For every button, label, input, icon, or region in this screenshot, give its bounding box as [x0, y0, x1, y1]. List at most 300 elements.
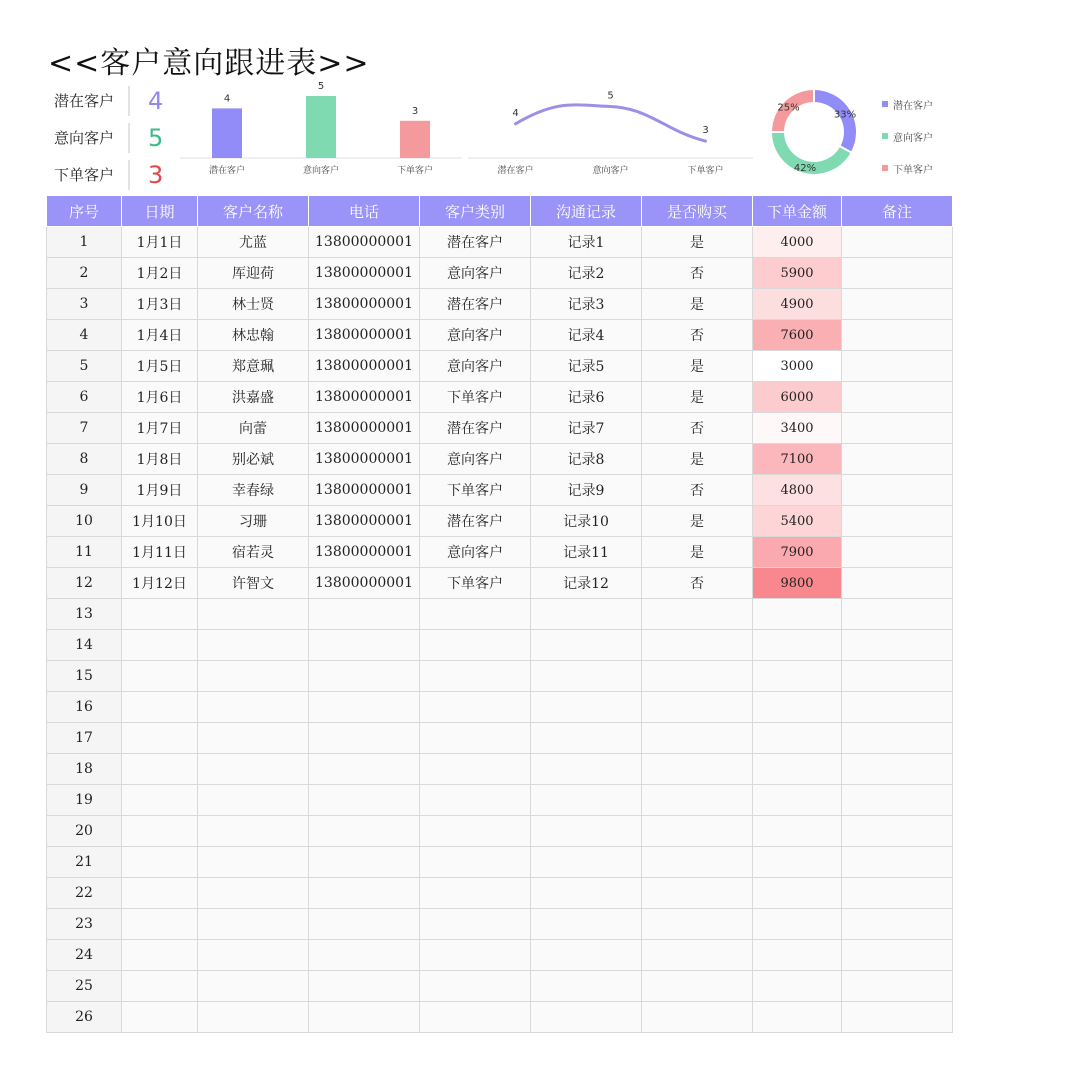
table-cell[interactable]: 4900 — [753, 289, 842, 320]
table-row — [47, 909, 953, 940]
table-cell[interactable]: 下单客户 — [420, 475, 531, 506]
table-cell[interactable]: 9 — [47, 475, 122, 506]
table-cell[interactable] — [420, 847, 531, 878]
table-cell[interactable] — [122, 878, 198, 909]
table-cell[interactable] — [198, 630, 309, 661]
table-row — [47, 382, 953, 413]
table-cell[interactable] — [642, 816, 753, 847]
table-cell[interactable] — [420, 971, 531, 1002]
table-cell[interactable]: 是 — [642, 289, 753, 320]
table-cell[interactable]: 18 — [47, 754, 122, 785]
table-cell[interactable] — [753, 909, 842, 940]
table-cell[interactable] — [420, 816, 531, 847]
table-cell[interactable] — [842, 444, 953, 475]
table-cell[interactable] — [753, 692, 842, 723]
table-cell[interactable]: 13800000001 — [309, 568, 420, 599]
line-chart-svg — [468, 82, 753, 182]
bar-tick-label: 潜在客户 — [208, 166, 246, 176]
table-cell[interactable] — [531, 723, 642, 754]
table-cell[interactable] — [198, 1002, 309, 1033]
table-cell[interactable] — [309, 754, 420, 785]
table-cell[interactable]: 记录8 — [531, 444, 642, 475]
table-cell[interactable] — [309, 723, 420, 754]
table-cell[interactable]: 16 — [47, 692, 122, 723]
table-cell[interactable] — [309, 1002, 420, 1033]
table-row — [47, 878, 953, 909]
column-header[interactable]: 下单金额 — [753, 196, 842, 227]
table-cell[interactable] — [753, 754, 842, 785]
table-cell[interactable]: 向蕾 — [198, 413, 309, 444]
table-cell[interactable] — [753, 599, 842, 630]
table-cell[interactable] — [842, 692, 953, 723]
table-cell[interactable] — [531, 630, 642, 661]
table-cell[interactable] — [642, 971, 753, 1002]
table-cell[interactable]: 幸春绿 — [198, 475, 309, 506]
table-cell[interactable]: 宿若灵 — [198, 537, 309, 568]
table-cell[interactable]: 20 — [47, 816, 122, 847]
table-cell[interactable] — [642, 630, 753, 661]
table-cell[interactable] — [642, 847, 753, 878]
table-cell[interactable]: 1月1日 — [122, 227, 198, 258]
table-cell[interactable]: 下单客户 — [420, 568, 531, 599]
summary-value: 4 — [148, 86, 164, 115]
table-cell[interactable]: 林忠翰 — [198, 320, 309, 351]
table-cell[interactable] — [198, 940, 309, 971]
table-row — [47, 723, 953, 754]
table-cell[interactable] — [842, 1002, 953, 1033]
table-cell[interactable] — [642, 661, 753, 692]
table-cell[interactable]: 26 — [47, 1002, 122, 1033]
donut-chart-svg — [762, 84, 866, 184]
table-cell[interactable] — [420, 692, 531, 723]
table-cell[interactable] — [122, 723, 198, 754]
table-cell[interactable] — [198, 847, 309, 878]
table-cell[interactable] — [842, 227, 953, 258]
table-cell[interactable] — [122, 847, 198, 878]
table-cell[interactable] — [420, 878, 531, 909]
customer-table — [46, 195, 953, 1033]
column-header[interactable]: 备注 — [842, 196, 953, 227]
table-cell[interactable]: 15 — [47, 661, 122, 692]
donut-legend — [882, 88, 933, 184]
table-cell[interactable] — [531, 599, 642, 630]
table-cell[interactable] — [842, 940, 953, 971]
table-cell[interactable] — [842, 475, 953, 506]
bar-tick-label: 下单客户 — [396, 166, 434, 176]
table-cell[interactable] — [309, 661, 420, 692]
table-row — [47, 537, 953, 568]
table-cell[interactable] — [642, 909, 753, 940]
table-cell[interactable] — [531, 754, 642, 785]
bar-data-label: 3 — [411, 105, 419, 117]
table-row — [47, 568, 953, 599]
table-cell[interactable] — [122, 661, 198, 692]
table-cell[interactable] — [122, 599, 198, 630]
table-cell[interactable] — [753, 971, 842, 1002]
table-cell[interactable]: 许智文 — [198, 568, 309, 599]
legend-swatch — [882, 165, 888, 171]
table-cell[interactable]: 1月10日 — [122, 506, 198, 537]
table-cell[interactable] — [753, 1002, 842, 1033]
table-cell[interactable] — [642, 692, 753, 723]
table-cell[interactable]: 记录11 — [531, 537, 642, 568]
table-cell[interactable]: 意向客户 — [420, 258, 531, 289]
table-row — [47, 506, 953, 537]
summary-value: 5 — [148, 123, 164, 152]
summary-row-potential — [48, 82, 178, 119]
table-cell[interactable] — [531, 847, 642, 878]
table-cell[interactable]: 厍迎荷 — [198, 258, 309, 289]
table-cell[interactable] — [531, 1002, 642, 1033]
table-cell[interactable] — [122, 754, 198, 785]
table-cell[interactable]: 13800000001 — [309, 444, 420, 475]
bar — [400, 121, 430, 158]
table-cell[interactable]: 4800 — [753, 475, 842, 506]
summary-divider — [128, 160, 130, 190]
donut-percent-label: 25% — [777, 102, 800, 114]
table-cell[interactable] — [842, 258, 953, 289]
table-cell[interactable] — [842, 599, 953, 630]
table-cell[interactable]: 7600 — [753, 320, 842, 351]
table-cell[interactable]: 1月6日 — [122, 382, 198, 413]
legend-label: 潜在客户 — [893, 100, 933, 112]
table-cell[interactable] — [198, 723, 309, 754]
table-cell[interactable]: 13800000001 — [309, 351, 420, 382]
table-cell[interactable] — [753, 847, 842, 878]
table-cell[interactable] — [198, 692, 309, 723]
table-cell[interactable] — [842, 909, 953, 940]
table-cell[interactable]: 记录4 — [531, 320, 642, 351]
bar — [212, 108, 242, 158]
table-cell[interactable] — [842, 320, 953, 351]
table-cell[interactable] — [842, 816, 953, 847]
table-cell[interactable] — [309, 940, 420, 971]
column-header[interactable]: 是否购买 — [642, 196, 753, 227]
column-header[interactable]: 客户类别 — [420, 196, 531, 227]
table-cell[interactable]: 是 — [642, 444, 753, 475]
line-data-label: 3 — [702, 125, 709, 137]
legend-item — [882, 120, 933, 152]
donut-percent-label: 42% — [793, 162, 817, 174]
table-cell[interactable]: 郑意珮 — [198, 351, 309, 382]
table-cell[interactable] — [842, 847, 953, 878]
table-cell[interactable]: 21 — [47, 847, 122, 878]
table-cell[interactable]: 5900 — [753, 258, 842, 289]
table-cell[interactable] — [842, 537, 953, 568]
table-cell[interactable]: 记录1 — [531, 227, 642, 258]
table-cell[interactable] — [642, 754, 753, 785]
table-row — [47, 692, 953, 723]
table-cell[interactable]: 记录2 — [531, 258, 642, 289]
line-chart — [468, 82, 753, 182]
table-cell[interactable] — [309, 816, 420, 847]
table-cell[interactable]: 17 — [47, 723, 122, 754]
table-cell[interactable] — [198, 909, 309, 940]
table-cell[interactable]: 13800000001 — [309, 413, 420, 444]
table-cell[interactable] — [842, 878, 953, 909]
table-cell[interactable]: 洪嘉盛 — [198, 382, 309, 413]
table-cell[interactable]: 13800000001 — [309, 506, 420, 537]
table-cell[interactable]: 否 — [642, 320, 753, 351]
bar-chart — [180, 82, 462, 182]
legend-item — [882, 88, 933, 120]
table-cell[interactable]: 记录9 — [531, 475, 642, 506]
table-cell[interactable]: 6 — [47, 382, 122, 413]
table-cell[interactable]: 14 — [47, 630, 122, 661]
table-cell[interactable]: 1月3日 — [122, 289, 198, 320]
table-cell[interactable] — [642, 878, 753, 909]
table-cell[interactable] — [531, 940, 642, 971]
table-cell[interactable]: 记录5 — [531, 351, 642, 382]
table-cell[interactable] — [531, 816, 642, 847]
table-cell[interactable]: 记录10 — [531, 506, 642, 537]
table-cell[interactable]: 1月9日 — [122, 475, 198, 506]
table-cell[interactable]: 13800000001 — [309, 289, 420, 320]
table-cell[interactable] — [309, 599, 420, 630]
table-cell[interactable]: 24 — [47, 940, 122, 971]
table-cell[interactable] — [309, 847, 420, 878]
table-cell[interactable] — [642, 723, 753, 754]
table-cell[interactable]: 习珊 — [198, 506, 309, 537]
table-cell[interactable] — [842, 351, 953, 382]
table-cell[interactable] — [842, 568, 953, 599]
table-cell[interactable]: 潜在客户 — [420, 227, 531, 258]
table-cell[interactable] — [198, 878, 309, 909]
table-cell[interactable]: 否 — [642, 413, 753, 444]
summary-divider — [128, 123, 130, 153]
table-cell[interactable] — [122, 692, 198, 723]
table-cell[interactable] — [842, 289, 953, 320]
table-cell[interactable] — [531, 692, 642, 723]
table-cell[interactable] — [753, 661, 842, 692]
table-cell[interactable] — [309, 692, 420, 723]
summary-value: 3 — [148, 160, 164, 189]
table-cell[interactable]: 5 — [47, 351, 122, 382]
table-cell[interactable]: 13800000001 — [309, 320, 420, 351]
table-cell[interactable] — [122, 940, 198, 971]
table-cell[interactable] — [642, 785, 753, 816]
table-cell[interactable]: 林士贤 — [198, 289, 309, 320]
column-header[interactable]: 客户名称 — [198, 196, 309, 227]
table-cell[interactable] — [842, 506, 953, 537]
table-cell[interactable] — [420, 630, 531, 661]
table-cell[interactable]: 6000 — [753, 382, 842, 413]
table-cell[interactable]: 记录7 — [531, 413, 642, 444]
column-header[interactable]: 序号 — [47, 196, 122, 227]
table-cell[interactable]: 记录3 — [531, 289, 642, 320]
table-cell[interactable]: 8 — [47, 444, 122, 475]
table-cell[interactable] — [420, 909, 531, 940]
donut-chart — [762, 84, 866, 184]
legend-label: 下单客户 — [893, 164, 933, 176]
table-cell[interactable] — [122, 630, 198, 661]
table-cell[interactable]: 是 — [642, 506, 753, 537]
table-cell[interactable] — [198, 816, 309, 847]
table-cell[interactable]: 1月4日 — [122, 320, 198, 351]
table-row — [47, 444, 953, 475]
table-cell[interactable] — [531, 909, 642, 940]
bar-data-label: 5 — [317, 81, 325, 92]
table-cell[interactable] — [420, 754, 531, 785]
table-row — [47, 940, 953, 971]
table-cell[interactable] — [122, 971, 198, 1002]
table-cell[interactable] — [198, 661, 309, 692]
table-cell[interactable]: 11 — [47, 537, 122, 568]
table-cell[interactable]: 意向客户 — [420, 537, 531, 568]
table-cell[interactable] — [309, 630, 420, 661]
table-cell[interactable]: 1月8日 — [122, 444, 198, 475]
column-header[interactable]: 日期 — [122, 196, 198, 227]
table-cell[interactable] — [842, 382, 953, 413]
table-cell[interactable]: 4 — [47, 320, 122, 351]
table-cell[interactable] — [753, 723, 842, 754]
legend-item — [882, 152, 933, 184]
table-cell[interactable] — [198, 971, 309, 1002]
table-cell[interactable]: 12 — [47, 568, 122, 599]
table-cell[interactable]: 3400 — [753, 413, 842, 444]
table-cell[interactable] — [753, 940, 842, 971]
table-cell[interactable]: 1月12日 — [122, 568, 198, 599]
table-row — [47, 754, 953, 785]
table-cell[interactable]: 4000 — [753, 227, 842, 258]
bar-chart-svg — [180, 82, 462, 182]
table-cell[interactable]: 3000 — [753, 351, 842, 382]
table-cell[interactable] — [420, 1002, 531, 1033]
table-cell[interactable] — [420, 723, 531, 754]
table-cell[interactable] — [842, 630, 953, 661]
table-cell[interactable]: 下单客户 — [420, 382, 531, 413]
table-cell[interactable] — [842, 723, 953, 754]
table-cell[interactable]: 潜在客户 — [420, 413, 531, 444]
summary-panel — [48, 82, 178, 193]
table-cell[interactable] — [309, 909, 420, 940]
table-cell[interactable] — [122, 785, 198, 816]
bar-data-label: 4 — [223, 93, 231, 105]
table-cell[interactable] — [122, 909, 198, 940]
table-cell[interactable]: 别必斌 — [198, 444, 309, 475]
table-row — [47, 1002, 953, 1033]
table-cell[interactable]: 13800000001 — [309, 537, 420, 568]
table-row — [47, 258, 953, 289]
line-data-label: 4 — [512, 107, 519, 119]
table-cell[interactable]: 潜在客户 — [420, 506, 531, 537]
table-cell[interactable] — [842, 785, 953, 816]
table-cell[interactable]: 意向客户 — [420, 444, 531, 475]
table-cell[interactable]: 否 — [642, 568, 753, 599]
table-cell[interactable] — [309, 971, 420, 1002]
table-cell[interactable]: 13800000001 — [309, 227, 420, 258]
table-cell[interactable] — [198, 599, 309, 630]
table-cell[interactable]: 2 — [47, 258, 122, 289]
table-cell[interactable]: 否 — [642, 258, 753, 289]
table-cell[interactable] — [198, 754, 309, 785]
summary-label: 潜在客户 — [54, 92, 115, 110]
table-cell[interactable]: 23 — [47, 909, 122, 940]
table-cell[interactable]: 13800000001 — [309, 475, 420, 506]
table-cell[interactable] — [753, 816, 842, 847]
table-cell[interactable]: 13800000001 — [309, 382, 420, 413]
table-cell[interactable]: 19 — [47, 785, 122, 816]
table-cell[interactable] — [531, 785, 642, 816]
table-cell[interactable]: 是 — [642, 537, 753, 568]
table-cell[interactable]: 7 — [47, 413, 122, 444]
table-cell[interactable]: 是 — [642, 382, 753, 413]
table-cell[interactable] — [531, 971, 642, 1002]
table-cell[interactable]: 13 — [47, 599, 122, 630]
table-cell[interactable]: 1月5日 — [122, 351, 198, 382]
donut-percent-label: 33% — [833, 109, 857, 121]
table-cell[interactable]: 9800 — [753, 568, 842, 599]
table-row — [47, 289, 953, 320]
table-row — [47, 227, 953, 258]
table-cell[interactable] — [642, 599, 753, 630]
line-tick-label: 意向客户 — [592, 166, 629, 176]
table-cell[interactable] — [531, 661, 642, 692]
table-cell[interactable] — [420, 661, 531, 692]
table-cell[interactable] — [842, 754, 953, 785]
table-cell[interactable]: 1月11日 — [122, 537, 198, 568]
table-cell[interactable] — [842, 661, 953, 692]
table-cell[interactable] — [309, 878, 420, 909]
table-cell[interactable]: 意向客户 — [420, 320, 531, 351]
table-body — [47, 227, 953, 1033]
table-cell[interactable]: 是 — [642, 351, 753, 382]
table-cell[interactable]: 否 — [642, 475, 753, 506]
table-cell[interactable] — [753, 878, 842, 909]
table-cell[interactable]: 是 — [642, 227, 753, 258]
column-header[interactable]: 电话 — [309, 196, 420, 227]
table-cell[interactable]: 1月7日 — [122, 413, 198, 444]
table-cell[interactable]: 10 — [47, 506, 122, 537]
table-cell[interactable] — [642, 1002, 753, 1033]
table-cell[interactable]: 尤蓝 — [198, 227, 309, 258]
legend-swatch — [882, 101, 888, 107]
table-cell[interactable]: 7100 — [753, 444, 842, 475]
table-row — [47, 661, 953, 692]
table-cell[interactable]: 潜在客户 — [420, 289, 531, 320]
table-cell[interactable] — [420, 785, 531, 816]
table-cell[interactable] — [642, 940, 753, 971]
table-cell[interactable]: 记录6 — [531, 382, 642, 413]
table-cell[interactable] — [122, 816, 198, 847]
table-cell[interactable] — [753, 630, 842, 661]
table-cell[interactable]: 7900 — [753, 537, 842, 568]
table-cell[interactable]: 5400 — [753, 506, 842, 537]
table-cell[interactable]: 1 — [47, 227, 122, 258]
legend-label: 意向客户 — [893, 132, 933, 144]
line-tick-label: 潜在客户 — [497, 166, 534, 176]
table-cell[interactable] — [753, 785, 842, 816]
table-cell[interactable] — [842, 413, 953, 444]
table-cell[interactable]: 22 — [47, 878, 122, 909]
table-cell[interactable]: 13800000001 — [309, 258, 420, 289]
table-cell[interactable] — [309, 785, 420, 816]
table-cell[interactable]: 意向客户 — [420, 351, 531, 382]
table-cell[interactable]: 25 — [47, 971, 122, 1002]
table-cell[interactable]: 3 — [47, 289, 122, 320]
table-cell[interactable] — [198, 785, 309, 816]
table-cell[interactable] — [842, 971, 953, 1002]
table-cell[interactable] — [531, 878, 642, 909]
table-cell[interactable] — [122, 1002, 198, 1033]
table-cell[interactable] — [420, 940, 531, 971]
table-cell[interactable]: 1月2日 — [122, 258, 198, 289]
table-cell[interactable] — [420, 599, 531, 630]
table-row — [47, 816, 953, 847]
table-cell[interactable]: 记录12 — [531, 568, 642, 599]
summary-row-ordered — [48, 156, 178, 193]
column-header[interactable]: 沟通记录 — [531, 196, 642, 227]
